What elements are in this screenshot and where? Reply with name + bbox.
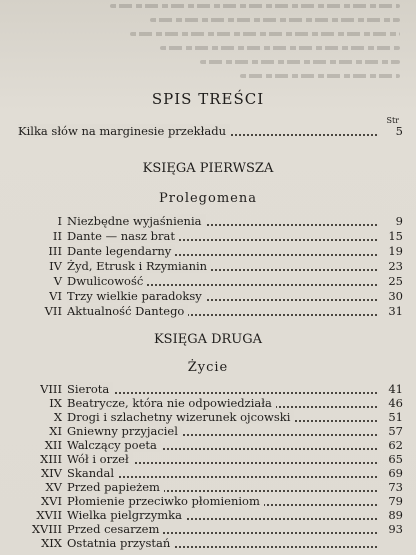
toc-entry[interactable]	[10, 214, 403, 229]
chapter-number: XVII	[36, 508, 62, 522]
dot-leader	[67, 392, 377, 394]
entry-page: 5	[395, 124, 403, 138]
chapter-page: 73	[388, 480, 403, 494]
chapter-title: Sierota	[67, 382, 113, 396]
toc-entry[interactable]	[10, 289, 403, 304]
page-column-label: Str	[386, 116, 399, 125]
chapter-title: Gniewny przyjaciel	[67, 424, 182, 438]
chapter-number: III	[48, 244, 62, 258]
toc-entry[interactable]	[10, 396, 403, 411]
bleed-through-text	[0, 0, 416, 80]
chapter-page: 25	[388, 274, 403, 288]
chapter-page: 19	[388, 244, 403, 258]
chapter-number: VIII	[40, 382, 62, 396]
chapter-number: XI	[49, 424, 62, 438]
toc-entry[interactable]	[10, 244, 403, 259]
chapter-number: X	[53, 410, 62, 424]
book-two-subtitle: Życie	[187, 360, 229, 375]
chapter-title: Skandal	[67, 466, 118, 480]
toc-entry[interactable]	[10, 522, 403, 537]
toc-entry[interactable]	[10, 480, 403, 495]
toc-entry[interactable]	[10, 424, 403, 439]
chapter-number: VII	[44, 304, 62, 318]
book-one-subtitle: Prolegomena	[159, 191, 257, 206]
chapter-number: XIV	[40, 466, 62, 480]
chapter-number: XIII	[40, 452, 62, 466]
chapter-number: XVIII	[31, 522, 62, 536]
chapter-title: Dwulicowość	[67, 274, 147, 288]
chapter-title: Trzy wielkie paradoksy	[67, 289, 206, 303]
toc-entry[interactable]	[10, 229, 403, 244]
chapter-title: Beatrycze, która nie odpowiedziała	[67, 396, 276, 410]
chapter-title: Wielka pielgrzymka	[67, 508, 186, 522]
chapter-number: VI	[49, 289, 62, 303]
toc-entry[interactable]	[10, 382, 403, 397]
chapter-page: 46	[388, 396, 403, 410]
chapter-page: 23	[388, 259, 403, 273]
toc-entry[interactable]	[10, 259, 403, 274]
chapter-title: Wół i orzeł	[67, 452, 133, 466]
chapter-title: Przed cesarzem	[67, 522, 163, 536]
toc-entry[interactable]	[10, 304, 403, 319]
toc-entry[interactable]	[10, 494, 403, 509]
chapter-page: 62	[388, 438, 403, 452]
chapter-page: 51	[388, 410, 403, 424]
chapter-number: IX	[49, 396, 62, 410]
chapter-number: XIX	[41, 536, 62, 550]
book-two-title: KSIĘGA DRUGA	[153, 332, 263, 347]
chapter-number: I	[57, 214, 62, 228]
toc-entry[interactable]	[10, 438, 403, 453]
toc-entry[interactable]	[10, 274, 403, 289]
toc-entry[interactable]	[10, 508, 403, 523]
contents-title: SPIS TREŚCI	[151, 90, 265, 108]
chapter-title: Niezbędne wyjaśnienia	[67, 214, 206, 228]
toc-entry[interactable]	[10, 410, 403, 425]
chapter-number: XVI	[40, 494, 62, 508]
chapter-page: 93	[388, 522, 403, 536]
chapter-number: IV	[49, 259, 62, 273]
chapter-title: Płomienie przeciwko płomieniom	[67, 494, 264, 508]
chapter-page: 31	[388, 304, 403, 318]
chapter-page: 79	[388, 494, 403, 508]
chapter-title: Drogi i szlachetny wizerunek ojcowski	[67, 410, 294, 424]
chapter-page: 57	[388, 424, 403, 438]
toc-entry[interactable]	[10, 452, 403, 467]
toc-entry[interactable]	[10, 466, 403, 481]
toc-entry[interactable]	[10, 536, 403, 551]
chapter-title: Przed papieżem	[67, 480, 164, 494]
chapter-page: 41	[388, 382, 403, 396]
chapter-title: Aktualność Dantego	[67, 304, 188, 318]
chapter-title: Dante — nasz brat	[67, 229, 179, 243]
chapter-page: 69	[388, 466, 403, 480]
chapter-number: XII	[44, 438, 62, 452]
chapter-page: 9	[395, 214, 403, 228]
chapter-page: 15	[388, 229, 403, 243]
chapter-title: Walczący poeta	[67, 438, 161, 452]
entry-title: Kilka słów na marginesie przekładu	[18, 124, 230, 138]
chapter-title: Żyd, Etrusk i Rzymianin	[67, 259, 211, 273]
chapter-number: II	[52, 229, 62, 243]
chapter-number: V	[53, 274, 62, 288]
chapter-page: 30	[388, 289, 403, 303]
chapter-page: 65	[388, 452, 403, 466]
chapter-number: XV	[45, 480, 62, 494]
chapter-page: 89	[388, 508, 403, 522]
chapter-title: Ostatnia przystań	[67, 536, 174, 550]
book-one-title: KSIĘGA PIERWSZA	[142, 161, 274, 176]
toc-entry-foreword[interactable]	[18, 124, 403, 139]
chapter-title: Dante legendarny	[67, 244, 175, 258]
